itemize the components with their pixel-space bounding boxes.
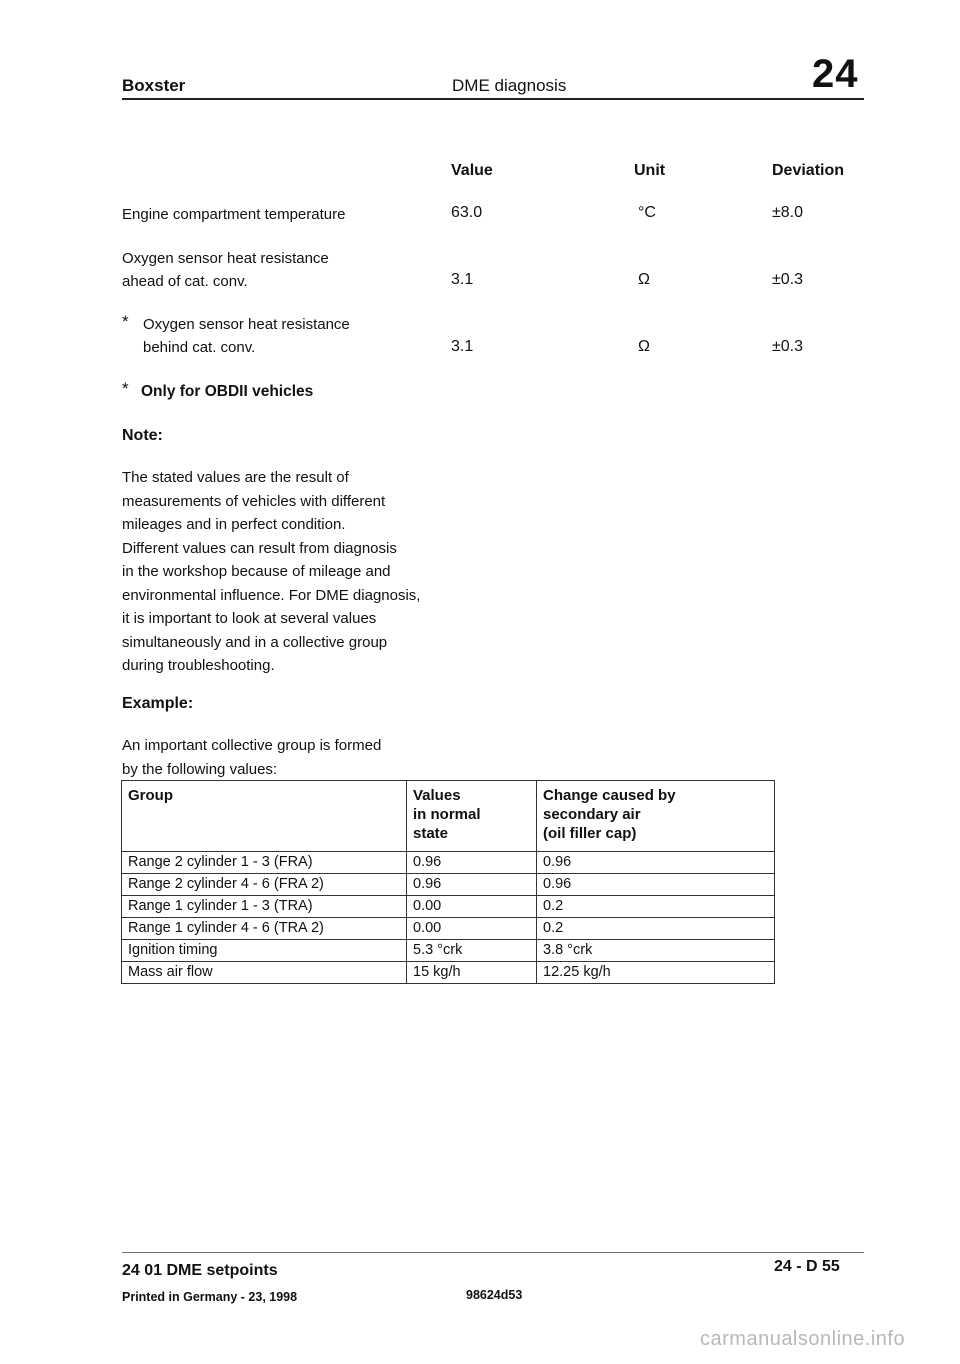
table-row [122, 918, 775, 940]
example-line: An important collective group is formed [122, 737, 382, 754]
cell-normal: 0.00 [407, 896, 537, 918]
header-secondary-air-change [537, 781, 775, 852]
cell-group: Ignition timing [122, 940, 407, 962]
row-engine-temp-label: Engine compartment temperature [122, 206, 346, 223]
header-change-line: Change caused by [543, 787, 676, 804]
cell-normal: 15 kg/h [407, 962, 537, 984]
footnote-marker: * [122, 379, 129, 398]
header-change-line: (oil filler cap) [543, 825, 637, 842]
header-page-group: 24 [812, 52, 859, 96]
cell-normal: 0.96 [407, 852, 537, 874]
table-row [122, 896, 775, 918]
cell-group: Range 1 cylinder 4 - 6 (TRA 2) [122, 918, 407, 940]
note-line: in the workshop because of mileage and [122, 563, 391, 580]
footer-printed: Printed in Germany - 23, 1998 [122, 1290, 298, 1304]
header-group-line: Group [128, 787, 173, 804]
cell-normal: 0.96 [407, 874, 537, 896]
row-o2-ahead-unit: Ω [638, 271, 650, 288]
row-o2-behind-deviation: ±0.3 [772, 338, 804, 355]
cell-group: Range 2 cylinder 4 - 6 (FRA 2) [122, 874, 407, 896]
header-normal-line: in normal [413, 806, 481, 823]
group-table [121, 780, 775, 984]
row-o2-behind-value: 3.1 [451, 338, 474, 355]
header-rule [122, 98, 864, 100]
cell-change: 3.8 °crk [537, 940, 775, 962]
table-row [122, 940, 775, 962]
group-table-header-row [122, 781, 775, 852]
row-o2-ahead-label-line1: Oxygen sensor heat resistance [122, 250, 329, 267]
table-row [122, 852, 775, 874]
header-change-line: secondary air [543, 806, 641, 823]
footer-doc-code: 98624d53 [466, 1288, 523, 1302]
row-engine-temp-deviation: ±8.0 [772, 204, 804, 221]
cell-change: 0.96 [537, 852, 775, 874]
note-line: it is important to look at several values [122, 610, 377, 627]
cell-change: 12.25 kg/h [537, 962, 775, 984]
row-o2-behind-label-line2: behind cat. conv. [143, 339, 256, 356]
cell-change: 0.96 [537, 874, 775, 896]
row-o2-ahead-deviation: ±0.3 [772, 271, 804, 288]
note-heading: Note: [122, 427, 163, 444]
note-line: during troubleshooting. [122, 657, 275, 674]
cell-normal: 0.00 [407, 918, 537, 940]
header-group [122, 781, 407, 852]
note-line: environmental influence. For DME diagnosis, [122, 586, 421, 604]
column-value-heading: Value [451, 162, 493, 179]
table-row [122, 962, 775, 984]
note-line: The stated values are the result of [122, 469, 349, 486]
column-deviation-heading: Deviation [772, 162, 845, 179]
cell-change: 0.2 [537, 918, 775, 940]
cell-group: Range 1 cylinder 1 - 3 (TRA) [122, 896, 407, 918]
note-paragraph [122, 466, 442, 678]
footer-rule [122, 1252, 864, 1253]
row-o2-behind-marker: * [122, 312, 129, 331]
cell-change: 0.2 [537, 896, 775, 918]
row-engine-temp-value: 63.0 [451, 204, 483, 221]
row-engine-temp-unit: °C [638, 204, 656, 221]
footer-section: 24 01 DME setpoints [122, 1262, 278, 1279]
row-o2-behind-unit: Ω [638, 338, 650, 355]
note-line: simultaneously and in a collective group [122, 633, 388, 651]
header-title: DME diagnosis [452, 76, 567, 95]
cell-group: Mass air flow [122, 962, 407, 984]
note-line: mileages and in perfect condition. [122, 516, 346, 533]
cell-normal: 5.3 °crk [407, 940, 537, 962]
example-line: by the following values: [122, 760, 278, 778]
header-model: Boxster [122, 76, 186, 95]
example-heading: Example: [122, 695, 194, 712]
table-row [122, 874, 775, 896]
row-o2-ahead-value: 3.1 [451, 271, 474, 288]
cell-group: Range 2 cylinder 1 - 3 (FRA) [122, 852, 407, 874]
row-o2-behind-label-line1: Oxygen sensor heat resistance [143, 316, 350, 333]
column-unit-heading: Unit [634, 162, 666, 179]
header-normal-line: Values [413, 787, 461, 804]
header-normal-line: state [413, 825, 449, 842]
header-normal-values [407, 781, 537, 852]
note-line: Different values can result from diagnosis [122, 539, 397, 557]
footer-page-number: 24 - D 55 [774, 1258, 840, 1275]
row-o2-ahead-label-line2: ahead of cat. conv. [122, 273, 248, 290]
footnote-text: Only for OBDII vehicles [141, 383, 314, 400]
note-line: measurements of vehicles with different [122, 492, 386, 510]
watermark-text: carmanualsonline.info [700, 1328, 906, 1350]
example-paragraph [122, 734, 442, 781]
